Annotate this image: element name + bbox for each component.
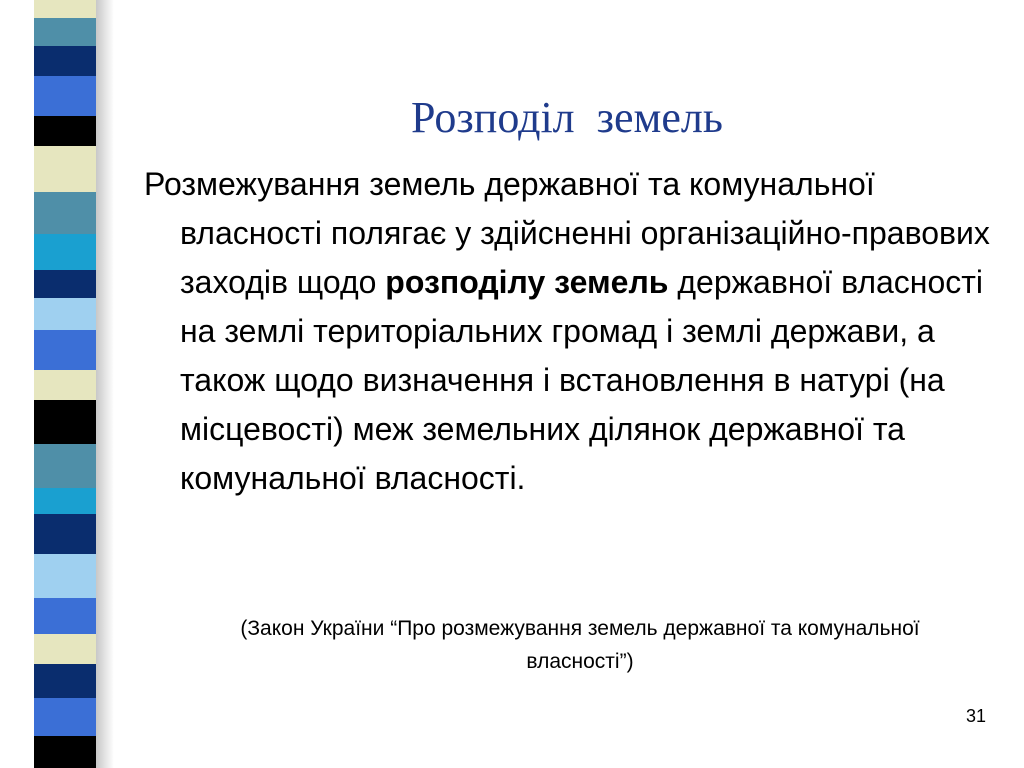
law-citation: (Закон України “Про розмежування земель державної та комунальної власності”): [240, 617, 920, 673]
bold-term: розподілу земель: [385, 264, 669, 300]
slide-body: [144, 160, 999, 503]
page-number: 31: [965, 706, 986, 726]
paragraph-text-end: державної власності на землі територіальних громад і землі держави, а також щодо визначення і встановлення в натурі (на місцевості) меж земельних ділянок державної та комунальної власності.: [180, 264, 992, 496]
slide-title: Розподіл земель: [411, 93, 723, 142]
definition-paragraph: [144, 160, 999, 503]
paragraph-text-start: Розмежування земель державної та комунальної власності полягає у здійсненні організаційно-правових заходів щодо: [144, 166, 999, 300]
